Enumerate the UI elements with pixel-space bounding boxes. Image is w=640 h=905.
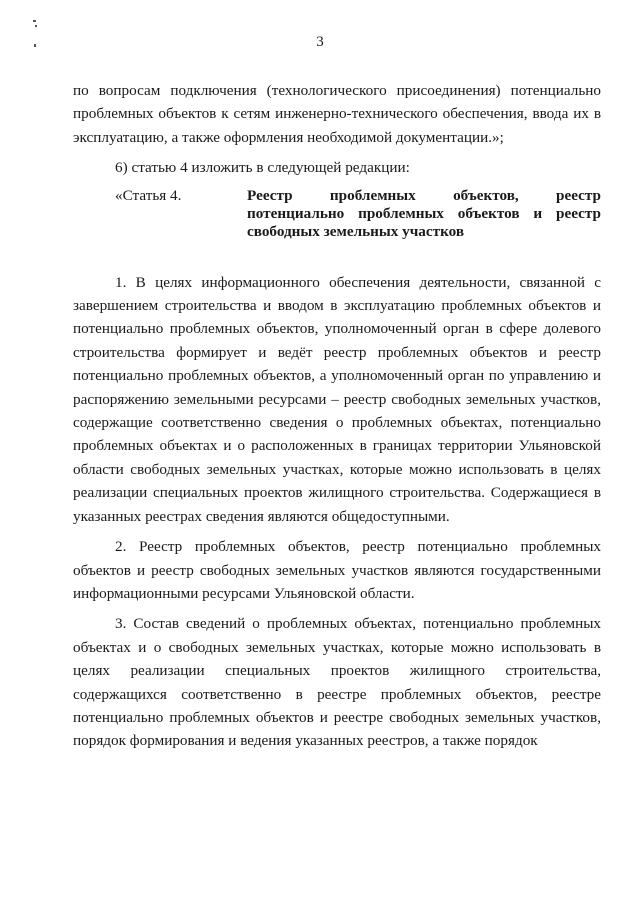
section-1: 1. В целях информационного обеспечения деятельности, связанной с завершением строительства и вводом в эксплуатацию проблемных объектов и потенциально проблемных объектов, уполномоченный орган в сфере долевого строительства формирует и ведёт реестр проблемных объектов и реестр потенциально проблемных объектов, а уполномоченный орган по управлению и распоряжению земельными ресурсами – реестр свободных земельных участков, содержащие соответственно сведения о проблемных объектах, потенциально проблемных объектах и о расположенных в границах территории Ульяновской области свободных земельных участках, которые можно использовать в целях реализации специальных проектов жилищного строительства. Содержащиеся в указанных реестрах сведения являются общедоступными. (73, 273, 601, 525)
document-body (73, 79, 601, 753)
paragraph-amendment-6: 6) статью 4 изложить в следующей редакции: (115, 159, 410, 177)
section-3: 3. Состав сведений о проблемных объектах, потенциально проблемных объектах и о свободных земельных участках, которые можно использовать в целях реализации специальных проектов жилищного строительства, содержащихся соответственно в реестре проблемных объектов, реестре потенциально проблемных объектов и реестре свободных земельных участков, порядок формирования и ведения указанных реестров, а также порядок (73, 615, 601, 750)
paragraph-continuation: по вопросам подключения (технологического присоединения) потенциально проблемных объектов к сетям инженерно-технического обеспечения, ввода их в эксплуатацию, а также оформления необходимой документации.»; (73, 82, 601, 146)
page-number: 3 (316, 34, 324, 50)
article-heading (73, 187, 601, 241)
scan-speck (35, 25, 37, 27)
article-number: «Статья 4. (115, 186, 182, 204)
article-title: Реестр проблемных объектов, реестр потенциально проблемных объектов и реестр свободных земельных участков (247, 186, 601, 240)
section-2: 2. Реестр проблемных объектов, реестр потенциально проблемных объектов и реестр свободных земельных участков являются государственными информационными ресурсами Ульяновской области. (73, 538, 601, 602)
scan-speck (33, 20, 36, 22)
